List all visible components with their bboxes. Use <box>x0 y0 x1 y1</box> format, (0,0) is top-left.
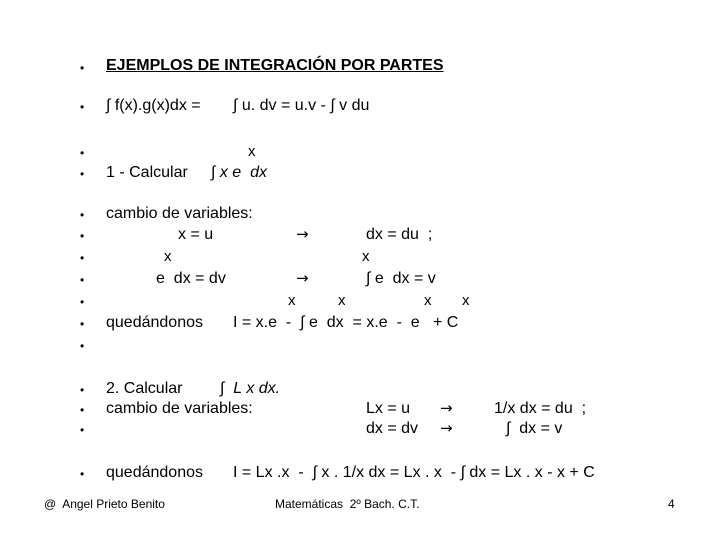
example2-quedandonos: quedándonos <box>106 464 203 481</box>
example1-quedandonos: quedándonos <box>106 314 203 331</box>
example2-integral: ∫ L x dx. <box>220 380 281 397</box>
arrow-icon: → <box>296 225 309 243</box>
bullet-icon: • <box>80 208 85 222</box>
arrow-icon: → <box>296 269 309 287</box>
bullet-icon: • <box>80 317 85 331</box>
bullet-icon: • <box>80 467 85 481</box>
footer-author: @ Angel Prieto Benito <box>44 497 165 511</box>
bullet-icon: • <box>80 251 85 265</box>
arrow-icon: → <box>440 419 453 437</box>
e-dx-equals-dv: e dx = dv <box>156 270 226 287</box>
example2-label: 2. Calcular <box>106 380 183 397</box>
dx-equals-du: dx = du ; <box>366 226 433 243</box>
exponent-x: x <box>248 143 256 160</box>
example1-integral: ∫ x e dx <box>211 164 267 181</box>
lx-equals-u: Lx = u <box>366 400 411 417</box>
bullet-icon: • <box>80 61 85 75</box>
bullet-icon: • <box>80 273 85 287</box>
bullet-icon: • <box>80 229 85 243</box>
exponent-x: x <box>164 248 172 265</box>
formula-right: ∫ u. dv = u.v - ∫ v du <box>233 97 370 114</box>
exponent-x: x <box>462 292 470 309</box>
bullet-icon: • <box>80 146 85 160</box>
example2-result: I = Lx .x - ∫ x . 1/x dx = Lx . x - ∫ dx = Lx . x - x + C <box>233 464 595 481</box>
exponent-x: x <box>338 292 346 309</box>
exponent-x: x <box>424 292 432 309</box>
page-number: 4 <box>668 497 675 511</box>
example2-cambio: cambio de variables: <box>106 400 253 417</box>
one-over-x-dx-equals-du: 1/x dx = du ; <box>494 400 587 417</box>
example1-result: I = x.e - ∫ e dx = x.e - e + C <box>233 314 459 331</box>
exponent-x: x <box>362 248 370 265</box>
example1-cambio: cambio de variables: <box>106 205 253 222</box>
bullet-icon: • <box>80 383 85 397</box>
example1-label: 1 - Calcular <box>106 164 188 181</box>
integral-e-dx-equals-v: ∫ e dx = v <box>366 270 436 287</box>
x-equals-u: x = u <box>178 226 214 243</box>
bullet-icon: • <box>80 295 85 309</box>
bullet-icon: • <box>80 100 85 114</box>
arrow-icon: → <box>440 399 453 417</box>
bullet-icon: • <box>80 403 85 417</box>
dx-equals-dv: dx = dv <box>366 420 419 437</box>
bullet-icon: • <box>80 423 85 437</box>
integral-dx-equals-v: ∫ dx = v <box>506 420 563 437</box>
slide-title: EJEMPLOS DE INTEGRACIÓN POR PARTES <box>106 57 444 74</box>
bullet-icon: • <box>80 167 85 181</box>
footer-course: Matemáticas 2º Bach. C.T. <box>275 497 420 511</box>
exponent-x: x <box>288 292 296 309</box>
bullet-icon: • <box>80 339 85 353</box>
formula-left: ∫ f(x).g(x)dx = <box>106 97 201 114</box>
